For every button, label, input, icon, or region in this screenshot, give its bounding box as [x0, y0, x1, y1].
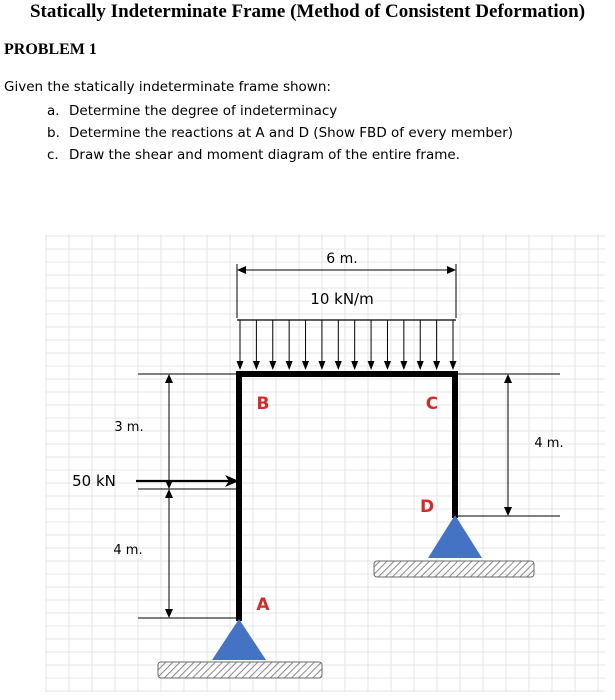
- ground-hatch-d: [374, 561, 534, 577]
- right-dimension-label: 4 m.: [534, 436, 564, 451]
- pin-support-d-icon: [428, 515, 482, 558]
- problem-label: PROBLEM 1: [4, 41, 97, 58]
- joint-label-a: A: [256, 595, 270, 615]
- page-title: Statically Indeterminate Frame (Method of Consistent Deformation): [29, 1, 586, 22]
- left-upper-dimension-label: 3 m.: [114, 420, 144, 435]
- span-dimension-label: 6 m.: [326, 251, 358, 267]
- task-item-b: b. Determine the reactions at A and D (Show FBD of every member): [47, 125, 514, 141]
- distributed-load-label: 10 kN/m: [310, 290, 374, 308]
- support-d: [374, 515, 534, 577]
- task-item-c: c. Draw the shear and moment diagram of the entire frame.: [47, 147, 460, 163]
- ground-hatch-a: [158, 662, 322, 678]
- joint-label-c: C: [425, 394, 439, 414]
- joint-label-d: D: [419, 497, 435, 517]
- point-load-label: 50 kN: [72, 472, 116, 490]
- support-a: [158, 619, 322, 678]
- joint-label-b: B: [256, 394, 270, 414]
- left-lower-dimension-label: 4 m.: [113, 543, 143, 558]
- task-item-a: a. Determine the degree of indeterminacy: [47, 103, 338, 119]
- problem-intro: Given the statically indeterminate frame shown:: [4, 79, 331, 95]
